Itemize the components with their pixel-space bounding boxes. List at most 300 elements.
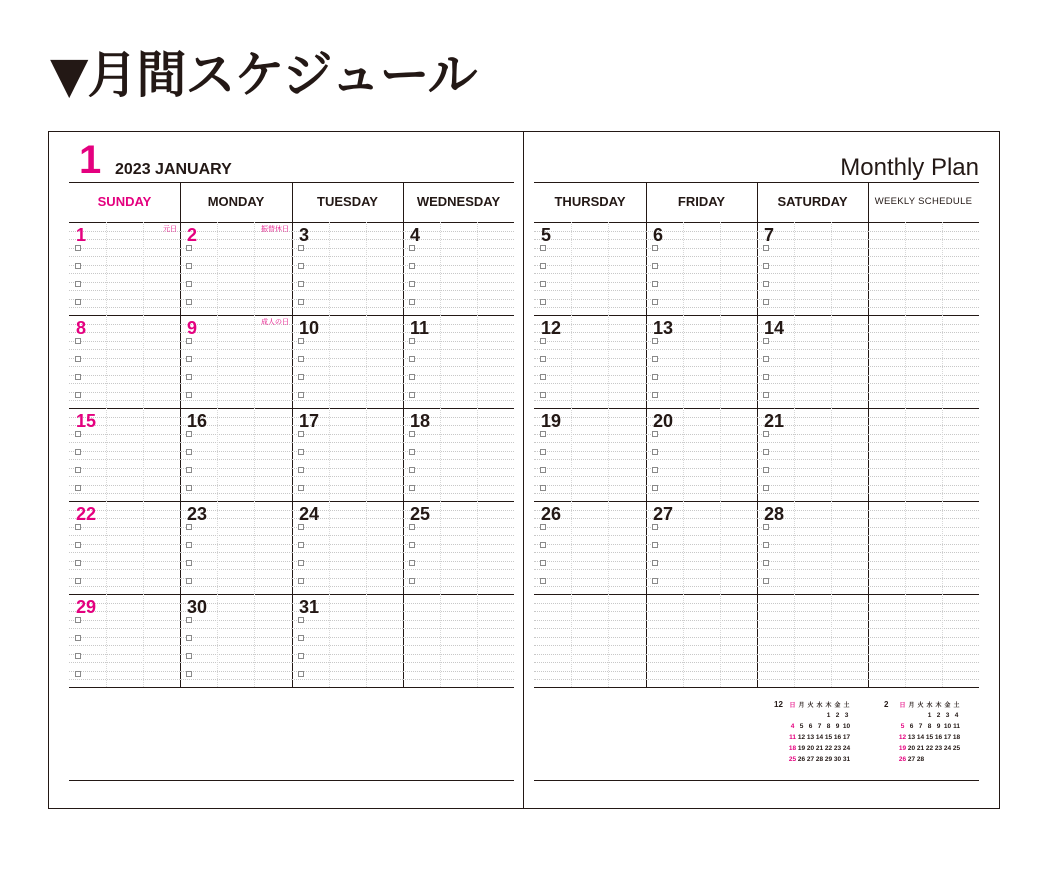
task-checkbox[interactable] — [652, 281, 658, 287]
time-guide — [608, 594, 609, 687]
task-checkbox[interactable] — [186, 653, 192, 659]
day-number: 22 — [76, 504, 97, 524]
writing-line — [180, 375, 292, 376]
task-checkbox[interactable] — [75, 485, 81, 491]
task-checkbox[interactable] — [298, 635, 304, 641]
day-cell[interactable] — [757, 222, 868, 315]
mini-calendar-header — [884, 699, 980, 710]
writing-line — [868, 586, 979, 587]
time-guide — [143, 222, 144, 315]
time-guide — [571, 501, 572, 594]
mini-week-row — [774, 732, 870, 743]
day-cell[interactable] — [292, 408, 403, 501]
time-guide — [106, 594, 107, 687]
task-checkbox[interactable] — [75, 560, 81, 566]
task-checkbox[interactable] — [186, 431, 192, 437]
weekly-schedule-cell[interactable] — [868, 408, 979, 501]
task-checkbox[interactable] — [298, 281, 304, 287]
day-cell[interactable] — [292, 594, 403, 687]
writing-line — [69, 535, 180, 536]
task-checkbox[interactable] — [652, 263, 658, 269]
task-checkbox[interactable] — [298, 356, 304, 362]
day-number: 31 — [299, 597, 320, 617]
task-checkbox[interactable] — [540, 245, 546, 251]
task-checkbox[interactable] — [763, 245, 769, 251]
writing-line — [757, 679, 868, 680]
task-checkbox[interactable] — [75, 245, 81, 251]
writing-line — [292, 434, 403, 435]
mini-day: 28 — [815, 756, 824, 763]
mini-day: 10 — [943, 723, 952, 730]
task-checkbox[interactable] — [186, 338, 192, 344]
day-cell[interactable] — [69, 501, 180, 594]
writing-line — [646, 282, 757, 283]
task-checkbox[interactable] — [540, 560, 546, 566]
time-guide — [720, 501, 721, 594]
time-guide — [477, 315, 478, 408]
task-checkbox[interactable] — [186, 578, 192, 584]
writing-line — [69, 671, 180, 672]
task-checkbox[interactable] — [540, 524, 546, 530]
task-checkbox[interactable] — [186, 635, 192, 641]
writing-line — [757, 366, 868, 367]
writing-line — [757, 434, 868, 435]
task-checkbox[interactable] — [409, 449, 415, 455]
writing-line — [292, 671, 403, 672]
day-cell[interactable] — [646, 408, 757, 501]
task-checkbox[interactable] — [186, 671, 192, 677]
task-checkbox[interactable] — [652, 338, 658, 344]
task-checkbox[interactable] — [763, 542, 769, 548]
task-checkbox[interactable] — [540, 431, 546, 437]
task-checkbox[interactable] — [298, 338, 304, 344]
task-checkbox[interactable] — [652, 560, 658, 566]
task-checkbox[interactable] — [409, 245, 415, 251]
time-guide — [477, 594, 478, 687]
day-cell[interactable] — [180, 408, 292, 501]
day-cell[interactable] — [69, 594, 180, 687]
day-cell[interactable] — [292, 315, 403, 408]
task-checkbox[interactable] — [186, 524, 192, 530]
day-cell[interactable] — [403, 408, 514, 501]
task-checkbox[interactable] — [409, 578, 415, 584]
day-cell[interactable] — [292, 501, 403, 594]
day-cell[interactable] — [403, 594, 514, 687]
task-checkbox[interactable] — [298, 431, 304, 437]
task-checkbox[interactable] — [75, 449, 81, 455]
weekly-schedule-cell[interactable] — [868, 315, 979, 408]
task-checkbox[interactable] — [763, 560, 769, 566]
task-checkbox[interactable] — [652, 485, 658, 491]
mini-weekday: 金 — [834, 702, 841, 709]
writing-line — [69, 493, 180, 494]
writing-line — [868, 637, 979, 638]
task-checkbox[interactable] — [409, 485, 415, 491]
day-cell[interactable] — [292, 222, 403, 315]
day-number: 21 — [764, 411, 785, 431]
task-checkbox[interactable] — [298, 374, 304, 380]
writing-line — [403, 535, 514, 536]
writing-line — [757, 561, 868, 562]
task-checkbox[interactable] — [298, 542, 304, 548]
writing-line — [646, 611, 757, 612]
writing-line — [534, 248, 646, 249]
task-checkbox[interactable] — [540, 281, 546, 287]
day-number: 2 — [187, 225, 198, 245]
mini-calendar-prev — [774, 699, 870, 765]
day-cell[interactable] — [757, 501, 868, 594]
task-checkbox[interactable] — [186, 374, 192, 380]
task-checkbox[interactable] — [409, 524, 415, 530]
day-cell[interactable] — [534, 408, 646, 501]
task-checkbox[interactable] — [763, 449, 769, 455]
writing-line — [868, 231, 979, 232]
mini-day: 27 — [806, 756, 815, 763]
day-cell[interactable] — [180, 594, 292, 687]
day-cell[interactable] — [646, 594, 757, 687]
writing-line — [646, 679, 757, 680]
time-guide — [477, 222, 478, 315]
task-checkbox[interactable] — [540, 338, 546, 344]
mini-day: 16 — [934, 734, 943, 741]
task-checkbox[interactable] — [75, 263, 81, 269]
task-checkbox[interactable] — [409, 338, 415, 344]
task-checkbox[interactable] — [763, 263, 769, 269]
task-checkbox[interactable] — [763, 281, 769, 287]
task-checkbox[interactable] — [298, 653, 304, 659]
task-checkbox[interactable] — [763, 485, 769, 491]
task-checkbox[interactable] — [298, 671, 304, 677]
day-number: 8 — [76, 318, 87, 338]
task-checkbox[interactable] — [540, 542, 546, 548]
task-checkbox[interactable] — [75, 338, 81, 344]
time-guide — [794, 594, 795, 687]
task-checkbox[interactable] — [540, 449, 546, 455]
task-checkbox[interactable] — [763, 524, 769, 530]
time-guide — [942, 315, 943, 408]
writing-line — [534, 349, 646, 350]
mini-day: 16 — [833, 734, 842, 741]
time-guide — [831, 222, 832, 315]
month-title: 2023 JANUARY — [115, 161, 232, 178]
task-checkbox[interactable] — [652, 524, 658, 530]
task-checkbox[interactable] — [186, 281, 192, 287]
writing-line — [403, 561, 514, 562]
task-checkbox[interactable] — [763, 467, 769, 473]
mini-month-number: 12 — [774, 700, 783, 709]
day-cell[interactable] — [646, 501, 757, 594]
day-cell[interactable] — [69, 222, 180, 315]
time-guide — [106, 408, 107, 501]
day-number: 20 — [653, 411, 674, 431]
task-checkbox[interactable] — [763, 392, 769, 398]
writing-line — [292, 476, 403, 477]
writing-line — [403, 265, 514, 266]
writing-line — [69, 679, 180, 680]
day-number: 12 — [541, 318, 562, 338]
writing-line — [868, 366, 979, 367]
writing-line — [646, 434, 757, 435]
day-number: 7 — [764, 225, 775, 245]
task-checkbox[interactable] — [186, 263, 192, 269]
task-checkbox[interactable] — [75, 653, 81, 659]
task-checkbox[interactable] — [298, 263, 304, 269]
task-checkbox[interactable] — [75, 671, 81, 677]
task-checkbox[interactable] — [409, 356, 415, 362]
task-checkbox[interactable] — [409, 281, 415, 287]
writing-line — [534, 392, 646, 393]
writing-line — [403, 569, 514, 570]
task-checkbox[interactable] — [75, 299, 81, 305]
task-checkbox[interactable] — [298, 617, 304, 623]
writing-line — [69, 586, 180, 587]
task-checkbox[interactable] — [409, 374, 415, 380]
writing-line — [180, 679, 292, 680]
writing-line — [69, 628, 180, 629]
task-checkbox[interactable] — [298, 449, 304, 455]
mini-day: 7 — [918, 723, 923, 730]
task-checkbox[interactable] — [186, 245, 192, 251]
month-number: 1 — [79, 138, 102, 182]
task-checkbox[interactable] — [763, 374, 769, 380]
task-checkbox[interactable] — [186, 467, 192, 473]
task-checkbox[interactable] — [186, 617, 192, 623]
day-cell[interactable] — [69, 315, 180, 408]
task-checkbox[interactable] — [409, 299, 415, 305]
writing-line — [292, 282, 403, 283]
writing-line — [180, 307, 292, 308]
monthly-planner — [48, 131, 1000, 809]
task-checkbox[interactable] — [652, 578, 658, 584]
task-checkbox[interactable] — [75, 617, 81, 623]
task-checkbox[interactable] — [652, 542, 658, 548]
day-cell[interactable] — [534, 315, 646, 408]
weekly-schedule-cell[interactable] — [868, 222, 979, 315]
task-checkbox[interactable] — [75, 542, 81, 548]
day-number: 26 — [541, 504, 562, 524]
writing-line — [292, 569, 403, 570]
task-checkbox[interactable] — [409, 560, 415, 566]
task-checkbox[interactable] — [298, 299, 304, 305]
day-cell[interactable] — [180, 222, 292, 315]
mini-week-row — [774, 743, 870, 754]
task-checkbox[interactable] — [540, 356, 546, 362]
task-checkbox[interactable] — [409, 467, 415, 473]
task-checkbox[interactable] — [298, 245, 304, 251]
writing-line — [534, 535, 646, 536]
writing-line — [534, 265, 646, 266]
writing-line — [646, 552, 757, 553]
mini-week-row — [884, 732, 980, 743]
week-rule — [69, 687, 514, 688]
writing-line — [757, 611, 868, 612]
writing-line — [868, 451, 979, 452]
writing-line — [403, 459, 514, 460]
task-checkbox[interactable] — [763, 431, 769, 437]
task-checkbox[interactable] — [409, 392, 415, 398]
writing-line — [646, 535, 757, 536]
task-checkbox[interactable] — [75, 431, 81, 437]
task-checkbox[interactable] — [298, 578, 304, 584]
task-checkbox[interactable] — [409, 542, 415, 548]
task-checkbox[interactable] — [540, 467, 546, 473]
writing-line — [534, 358, 646, 359]
writing-line — [403, 476, 514, 477]
task-checkbox[interactable] — [75, 578, 81, 584]
task-checkbox[interactable] — [540, 299, 546, 305]
time-guide — [794, 315, 795, 408]
task-checkbox[interactable] — [75, 524, 81, 530]
task-checkbox[interactable] — [652, 374, 658, 380]
task-checkbox[interactable] — [75, 374, 81, 380]
writing-line — [534, 654, 646, 655]
task-checkbox[interactable] — [763, 578, 769, 584]
mini-day: 6 — [909, 723, 914, 730]
task-checkbox[interactable] — [652, 449, 658, 455]
task-checkbox[interactable] — [186, 449, 192, 455]
time-guide — [254, 408, 255, 501]
task-checkbox[interactable] — [298, 467, 304, 473]
task-checkbox[interactable] — [652, 299, 658, 305]
task-checkbox[interactable] — [298, 524, 304, 530]
task-checkbox[interactable] — [186, 392, 192, 398]
task-checkbox[interactable] — [652, 392, 658, 398]
writing-line — [868, 358, 979, 359]
writing-line — [646, 569, 757, 570]
task-checkbox[interactable] — [298, 560, 304, 566]
task-checkbox[interactable] — [540, 578, 546, 584]
writing-line — [868, 442, 979, 443]
mini-day: 12 — [898, 734, 907, 741]
writing-line — [180, 637, 292, 638]
writing-line — [180, 620, 292, 621]
day-cell[interactable] — [534, 501, 646, 594]
task-checkbox[interactable] — [540, 392, 546, 398]
writing-line — [403, 493, 514, 494]
writing-line — [757, 256, 868, 257]
day-cell[interactable] — [757, 594, 868, 687]
day-cell[interactable] — [757, 315, 868, 408]
task-checkbox[interactable] — [186, 356, 192, 362]
mini-day: 11 — [789, 734, 796, 741]
mini-weekday: 月 — [798, 702, 805, 709]
day-cell[interactable] — [534, 594, 646, 687]
day-cell[interactable] — [646, 315, 757, 408]
day-number: 6 — [653, 225, 664, 245]
task-checkbox[interactable] — [652, 431, 658, 437]
mini-weekday: 土 — [843, 702, 850, 709]
writing-line — [534, 671, 646, 672]
writing-line — [868, 662, 979, 663]
writing-line — [180, 628, 292, 629]
writing-line — [534, 611, 646, 612]
writing-line — [292, 578, 403, 579]
day-cell[interactable] — [534, 222, 646, 315]
mini-day: 23 — [934, 745, 943, 752]
weekly-schedule-cell[interactable] — [868, 501, 979, 594]
task-checkbox[interactable] — [763, 299, 769, 305]
writing-line — [69, 434, 180, 435]
writing-line — [534, 273, 646, 274]
task-checkbox[interactable] — [186, 560, 192, 566]
task-checkbox[interactable] — [75, 281, 81, 287]
task-checkbox[interactable] — [540, 263, 546, 269]
writing-line — [180, 299, 292, 300]
writing-line — [292, 256, 403, 257]
mini-day: 18 — [788, 745, 797, 752]
writing-line — [403, 248, 514, 249]
task-checkbox[interactable] — [409, 431, 415, 437]
writing-line — [69, 468, 180, 469]
task-checkbox[interactable] — [652, 245, 658, 251]
task-checkbox[interactable] — [75, 467, 81, 473]
task-checkbox[interactable] — [763, 356, 769, 362]
day-number: 23 — [187, 504, 208, 524]
day-number: 9 — [187, 318, 198, 338]
task-checkbox[interactable] — [298, 392, 304, 398]
task-checkbox[interactable] — [186, 485, 192, 491]
writing-line — [292, 383, 403, 384]
day-cell[interactable] — [646, 222, 757, 315]
writing-line — [534, 527, 646, 528]
writing-line — [868, 552, 979, 553]
task-checkbox[interactable] — [186, 299, 192, 305]
day-cell[interactable] — [180, 315, 292, 408]
writing-line — [757, 451, 868, 452]
writing-line — [403, 468, 514, 469]
day-cell[interactable] — [403, 315, 514, 408]
time-guide — [794, 501, 795, 594]
writing-line — [534, 299, 646, 300]
writing-line — [403, 544, 514, 545]
writing-line — [646, 485, 757, 486]
task-checkbox[interactable] — [75, 356, 81, 362]
task-checkbox[interactable] — [409, 263, 415, 269]
day-cell[interactable] — [757, 408, 868, 501]
task-checkbox[interactable] — [652, 356, 658, 362]
writing-line — [292, 527, 403, 528]
writing-line — [69, 476, 180, 477]
header-wednesday: WEDNESDAY — [416, 194, 501, 209]
writing-line — [868, 434, 979, 435]
weekly-schedule-cell[interactable] — [868, 594, 979, 687]
task-checkbox[interactable] — [75, 392, 81, 398]
day-number: 24 — [299, 504, 320, 524]
task-checkbox[interactable] — [540, 485, 546, 491]
mini-day: 11 — [953, 723, 960, 730]
writing-line — [403, 366, 514, 367]
mini-day: 5 — [799, 723, 804, 730]
task-checkbox[interactable] — [75, 635, 81, 641]
day-cell[interactable] — [403, 222, 514, 315]
task-checkbox[interactable] — [298, 485, 304, 491]
day-cell[interactable] — [180, 501, 292, 594]
time-guide — [942, 222, 943, 315]
task-checkbox[interactable] — [763, 338, 769, 344]
task-checkbox[interactable] — [186, 542, 192, 548]
writing-line — [646, 637, 757, 638]
writing-line — [69, 451, 180, 452]
mini-day: 2 — [936, 712, 941, 719]
time-guide — [683, 222, 684, 315]
day-cell[interactable] — [69, 408, 180, 501]
writing-line — [757, 400, 868, 401]
writing-line — [757, 654, 868, 655]
task-checkbox[interactable] — [540, 374, 546, 380]
day-cell[interactable] — [403, 501, 514, 594]
task-checkbox[interactable] — [652, 467, 658, 473]
writing-line — [292, 679, 403, 680]
